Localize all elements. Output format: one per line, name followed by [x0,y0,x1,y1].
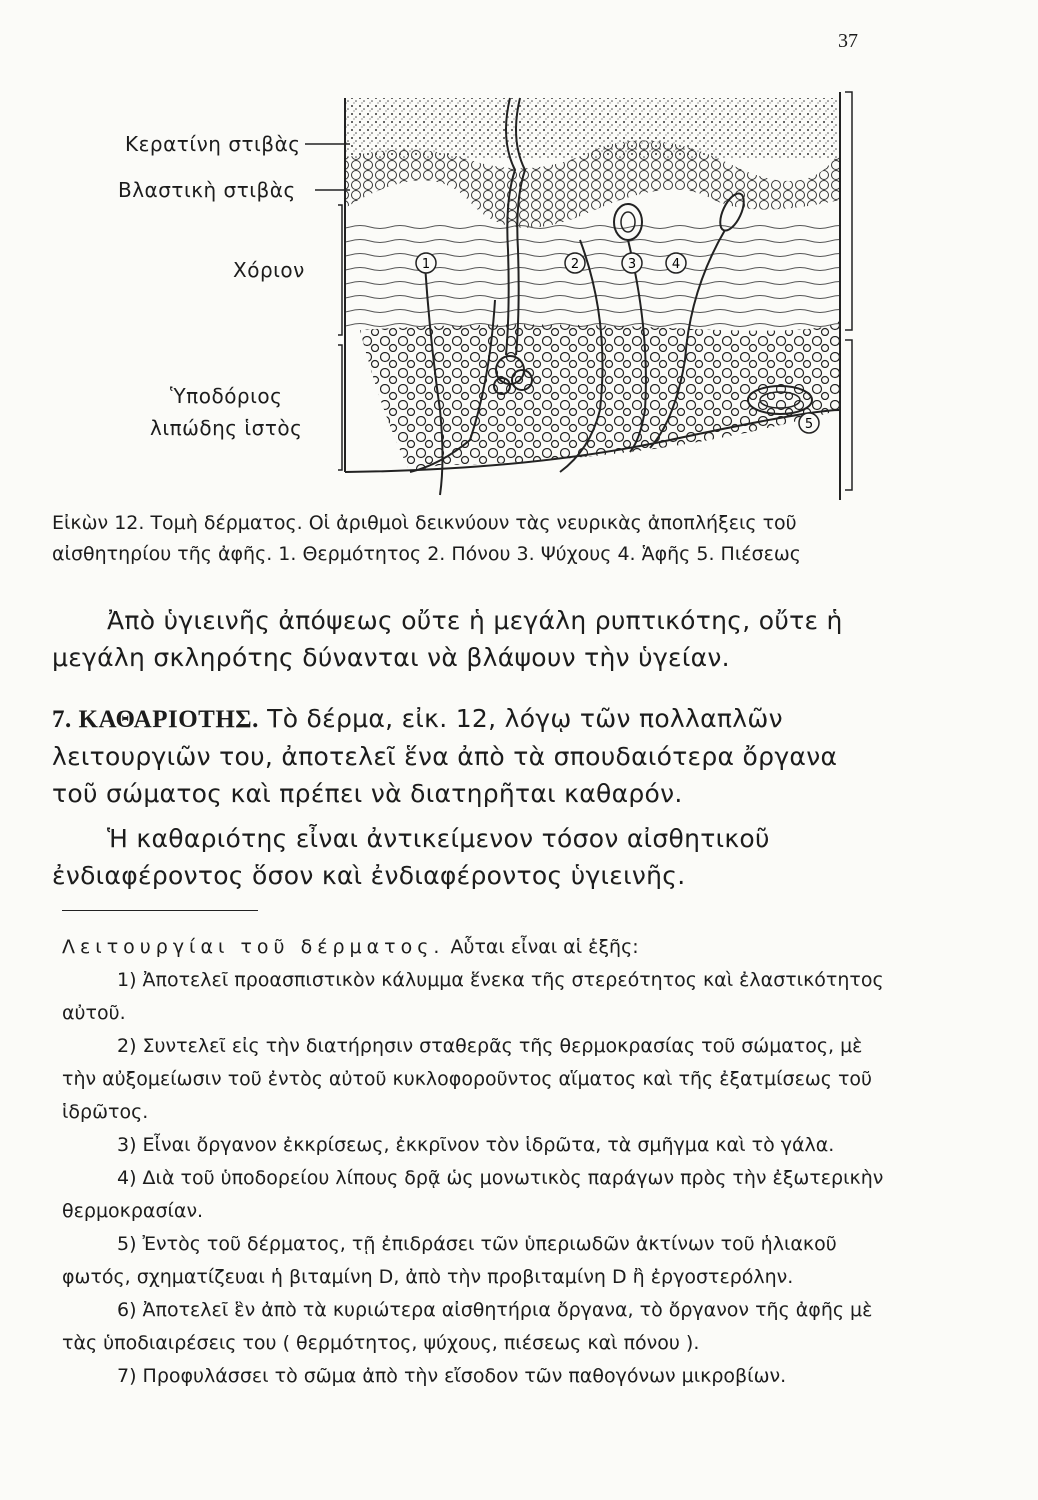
paragraph-3: Ἡ καθαριότης εἶναι ἀντικείμενον τόσον αἰσθητικοῦ ἐνδιαφέροντος ὅσον καὶ ἐνδιαφέροντος ὑγιεινῆς. [52,824,770,890]
paragraph-hygiene [52,602,890,676]
figure-caption: Εἰκὼν 12. Τομὴ δέρματος. Οἱ ἀριθμοὶ δεικνύουν τὰς νευρικὰς ἀποπλήξεις τοῦ αἰσθητηρίου τῆς ἀφῆς. 1. Θερμότητος 2. Πόνου 3. Ψύχους 4. Ἁφῆς 5. Πιέσεως [52,512,801,565]
marker-3: 3 [627,257,637,272]
footnote [62,925,886,1393]
footnote-item: 7) Προφυλάσσει τὸ σῶμα ἀπὸ τὴν εἴσοδον τῶν παθογόνων μικροβίων. [117,1365,787,1387]
label-dermis: Χόριον [233,258,305,282]
footnote-item: 1) Ἀποτελεῖ προασπιστικὸν κάλυμμα ἕνεκα τῆς στερεότητος καὶ ἐλαστικότητος αὐτοῦ. [62,969,884,1024]
footnote-item: 4) Διὰ τοῦ ὑποδορείου λίπους δρᾷ ὡς μονωτικὸς παράγων πρὸς τὴν ἐξωτερικὴν θερμοκρασίαν. [62,1167,884,1222]
label-basal-layer: Βλαστικὴ στιβὰς [118,178,296,202]
section-text: Τὸ δέρμα, εἰκ. 12, λόγῳ τῶν πολλαπλῶν λειτουργιῶν του, ἀποτελεῖ ἕνα ἀπὸ τὰ σπουδαιότερα ὄργανα τοῦ σώματος καὶ πρέπει νὰ διατηρῆται καθαρόν. [52,704,838,808]
footnote-item: 3) Εἶναι ὄργανον ἐκκρίσεως, ἐκκρῖνον τὸν ἱδρῶτα, τὰ σμῆγμα καὶ τὸ γάλα. [117,1134,835,1156]
paragraph-1: Ἀπὸ ὑγιεινῆς ἀπόψεως οὔτε ἡ μεγάλη ρυπτικότης, οὔτε ἡ μεγάλη σκληρότης δύνανται νὰ βλάψουν τὴν ὑγείαν. [52,606,843,672]
section-cleanliness [52,700,890,894]
marker-4: 4 [671,257,681,272]
marker-5: 5 [804,417,814,432]
page-number: 37 [838,30,858,52]
footnote-item: 2) Συντελεῖ εἰς τὴν διατήρησιν σταθερᾶς τῆς θερμοκρασίας τοῦ σώματος, μὲ τὴν αὐξομείωσιν τοῦ ἐντὸς αὐτοῦ κυκλοφοροῦντος αἵματος καὶ τῆς ἐξατμίσεως τοῦ ἱδρῶτος. [62,1035,873,1123]
footnote-item: 5) Ἐντὸς τοῦ δέρματος, τῇ ἐπιδράσει τῶν ὑπεριωδῶν ἀκτίνων τοῦ ἡλιακοῦ φωτός, σχηματίζευαι ἡ βιταμίνη D, ἀπὸ τὴν προβιταμίνη D ἢ ἐργοστερόλην. [62,1233,837,1288]
footnote-item: 6) Ἀποτελεῖ ἓν ἀπὸ τὰ κυριώτερα αἰσθητήρια ὄργανα, τὸ ὄργανον τῆς ἀφῆς μὲ τὰς ὑποδιαιρέσεις του ( θερμότητος, ψύχους, πιέσεως καὶ πόνου ). [62,1299,873,1354]
section-heading: 7. ΚΑΘΑΡΙΟΤΗΣ. [52,706,259,733]
label-subcutaneous-1: Ὑποδόριος [170,384,283,408]
label-subcutaneous-2: λιπώδης ἱστὸς [150,416,303,440]
marker-1: 1 [421,257,431,272]
skin-section-figure [110,80,870,500]
footnote-divider [62,910,258,911]
footnote-heading: Λειτουργίαι τοῦ δέρματος. [62,936,445,958]
marker-2: 2 [570,257,580,272]
footnote-heading-rest: Αὗται εἶναι αἱ ἑξῆς: [450,936,639,958]
label-keratin-layer: Κερατίνη στιβὰς [125,132,301,156]
